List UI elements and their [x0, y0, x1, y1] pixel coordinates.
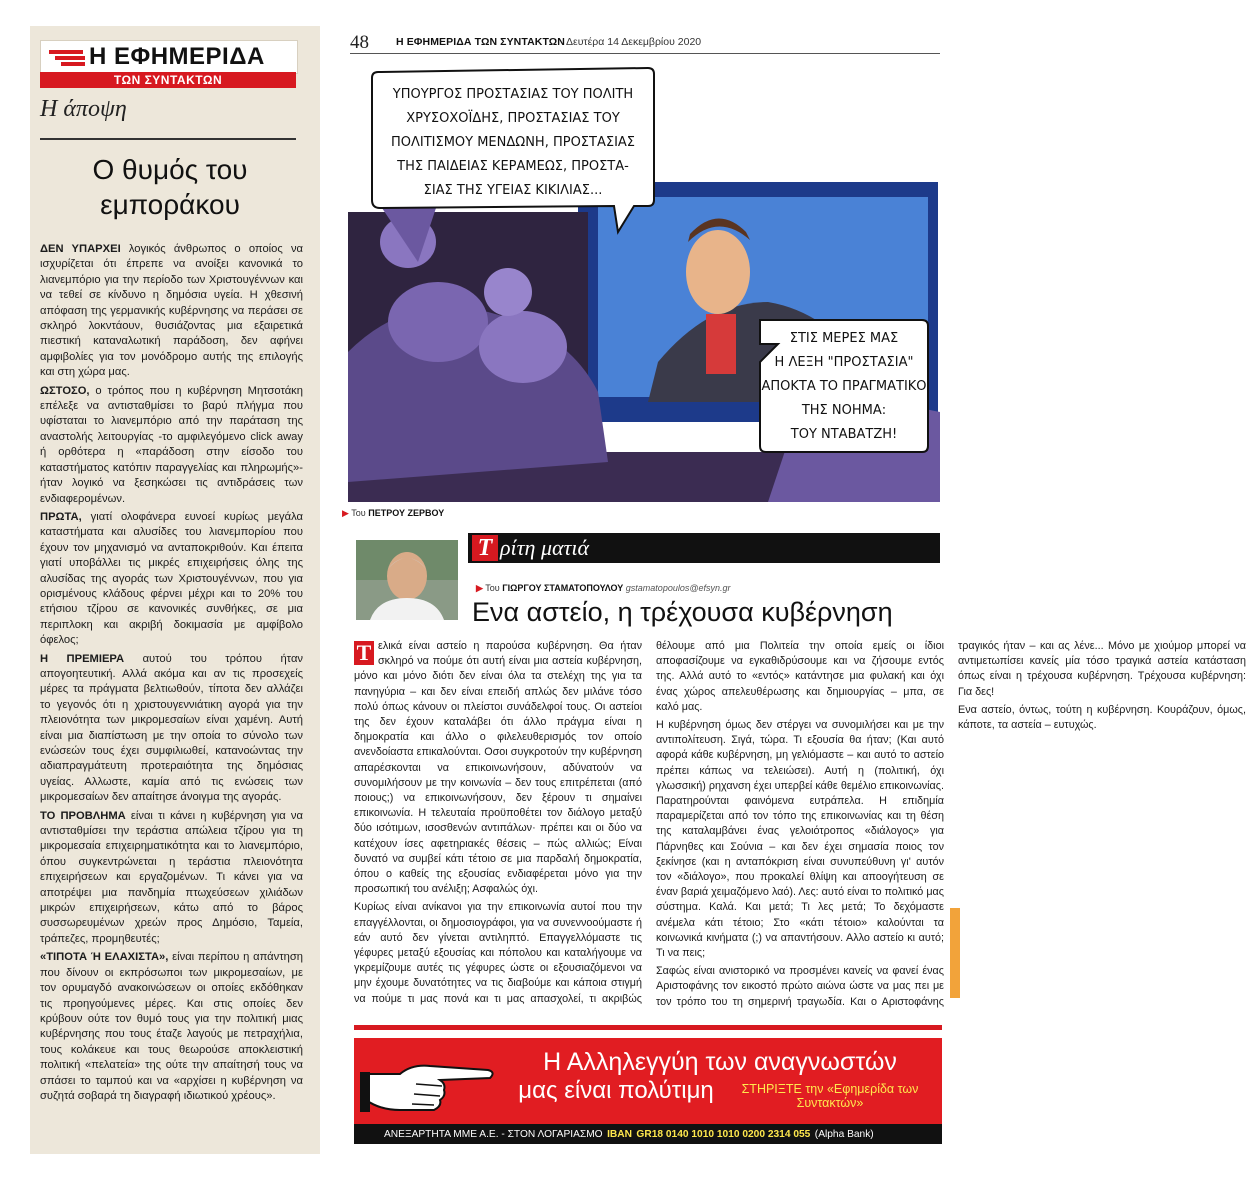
cartoon-credit-author: ΠΕΤΡΟΥ ΖΕΡΒΟΥ	[368, 508, 445, 518]
presenter-head	[686, 230, 750, 314]
logo-banner	[40, 40, 298, 74]
paragraph-lead: «ΤΙΠΟΤΑ Ή ΕΛΑΧΙΣΤΑ»,	[40, 951, 169, 964]
opinion-paragraph	[40, 242, 303, 381]
opinion-paragraph	[40, 384, 303, 507]
header-paper-name: Η ΕΦΗΜΕΡΙΔΑ ΤΩΝ ΣΥΝΤΑΚΤΩΝ	[396, 36, 565, 48]
opinion-body	[40, 242, 303, 1107]
ad-slogan: ΣΤΗΡΙΞΤΕ την «Εφημερίδα των Συντακτών»	[741, 1082, 919, 1110]
column-paragraph	[354, 639, 642, 897]
column-headline: Ενα αστείο, η τρέχουσα κυβέρνηση	[472, 597, 893, 627]
bubble1-line5: ΣΙΑΣ ΤΗΣ ΥΓΕΙΑΣ ΚΙΚΙΛΙΑΣ...	[423, 183, 603, 198]
column-title-rest: ρίτη ματιά	[500, 535, 590, 560]
paragraph-text: είναι περίπου η απάντηση που δίνουν οι εκπρόσωποι των μικρομεσαίων, με τον ορυμαγδό ανακοινώσεων οι οποίες εκδόθηκαν τις προηγούμενες μέρες. Και στις οποίες δεν κρύβουν ούτε τον θυμό τους για την πολιτική μιας κυβέρνησης που τους έταζε λαγούς με πετραχήλια, τους κολάκευε και τους θεωρούσε αποκλειστική πολιτική «πελατεία» της ούτε την απαίτησή τους να σπάσει το ταμπού και να «αρχίσει η κυβέρνηση να συζητά σοβαρά τη διαγραφή ιδιωτικού χρέους».	[40, 951, 303, 1102]
ad-bank-details	[354, 1124, 942, 1144]
viewer-figure-1	[388, 282, 488, 362]
ad-bank-name: (Alpha Bank)	[814, 1129, 874, 1140]
column-byline: ▶ Του ΓΙΩΡΓΟΥ ΣΤΑΜΑΤΟΠΟΥΛΟΥ gstamatopoulos@efsyn.gr	[476, 583, 731, 593]
column-paragraph: Σαφώς είναι ανιστορικό να προσμένει κανείς να φανεί ένας Αριστοφάνης τον εικοστό πρώτο αιώνα ώστε να μας πει με τον τρόπο του τη σημερινή τραγωδία. Και ο Αριστοφάνης τραγικός ήταν – και ας λένε... Μόνο με χιούμορ μπορεί να αντιμετωπίσει κανείς μία τόσο τραγικά αστεία κατάσταση όπως είναι η τρέχουσα κυβέρνηση. Τρέχουσα κυβέρνηση: Για δες!	[656, 640, 1246, 1008]
paragraph-text: είναι τι κάνει η κυβέρνηση για να αντισταθμίσει την τεράστια απώλεια τζίρου για τη μικρομεσαία επιχειρηματικότητα και το λιανεμπόριο, όπου συγκεντρώνεται η τεράστια πλειονότητα επιχειρήσεων και εργαζομένων. Τι κάνει για να αποτρέψει μια πανδημία πτωχεύσεων χιλιάδων μικρών επιχειρήσεων, κάτω από το βάρος συσσωρευμένων χρεών προς Δημόσιο, Ταμεία, τράπεζες, προμηθευτές;	[40, 809, 303, 945]
logo-speed-lines-icon	[45, 42, 89, 72]
ad-iban-label: IBAN	[607, 1129, 632, 1140]
byline-author: ΓΙΩΡΓΟΥ ΣΤΑΜΑΤΟΠΟΥΛΟΥ	[502, 583, 624, 593]
pointing-hand-icon	[360, 1044, 500, 1122]
bubble1-line4: ΤΗΣ ΠΑΙΔΕΙΑΣ ΚΕΡΑΜΕΩΣ, ΠΡΟΣΤΑ-	[397, 159, 629, 174]
paragraph-lead: ΩΣΤΟΣΟ,	[40, 384, 90, 397]
column-paragraph: Η κυβέρνηση όμως δεν στέργει να συνομιλήσει και με την αντιπολίτευση. Σιγά, τώρα. Τι εξουσία θα ήταν; (Και αυτό αφορά κάθε κυβέρνηση, μη γελιόμαστε – και αυτό το αστείο πρέπει κάπως να τελειώσει). Αυτή η (πολιτική, όχι γλωσσική) ρηχανση έχει υπερβεί κάθε θεμέλιο επικοινωνίας. Παρατηρούνται φαινόμενα ευτράπελα. Η επιδημία παραμερίζεται από τον τόπο της επικοινωνίας και τη θέση της καταλαμβάνει ένας γελοιότροπος «διάλογος» για Πάρνηθες και Σούνια – και δεν έχει σημασία ποιος τον ξεκίνησε (και η ανταπόκριση είναι συνυπεύθυνη γι' αυτόν τον «διάλογο», που προκαλεί θλίψη και αποογήτευση σε έναν βαριά χειμαζόμενο λαό). Λες: αυτό είναι το πολιτικό μας σύστημα. Καλά. Και μετά; Τι λες μετά; Το δεχόμαστε ανέμελα κάτι τέτοιο; Στο «κάτι τέτοιο» καλούνται τα κοινωνικά κινήματα (;) να απαντήσουν. Αλλο αστείο κι αυτό; Τι να πεις;	[656, 719, 944, 960]
byline-email: gstamatopoulos@efsyn.gr	[625, 583, 731, 593]
paragraph-text: ο τρόπος που η κυβέρνηση Μητσοτάκη επέλεξε να αντισταθμίσει το βαρύ πλήγμα που υφίσταται το λιανεμπόριο από την παράταση της αναστολής λειτουργίας -το αμφιλεγόμενο click away ή ορθότερα η «παράδοση στην είσοδο του καταστήματος κατόπιν παραγγελίας και πληρωμής»- ήταν λογικό να ξεσηκώσει τις αντιδράσεις των ενδιαφερομένων.	[40, 384, 303, 505]
cartoon-credit: ▶ Του ΠΕΤΡΟΥ ΖΕΡΒΟΥ	[342, 508, 445, 518]
column-title-initial: Τ	[472, 535, 498, 561]
logo-title: Η ΕΦΗΜΕΡΙΔΑ	[89, 43, 265, 70]
ad-title: Η Αλληλεγγύη των αναγνωστών	[543, 1048, 897, 1076]
bubble2-line1: ΣΤΙΣ ΜΕΡΕΣ ΜΑΣ	[789, 331, 899, 346]
opinion-paragraph	[40, 652, 303, 806]
page-edge-tab	[950, 908, 960, 998]
presenter-tie	[706, 314, 736, 374]
bubble2-line2: Η ΛΕΞΗ "ΠΡΟΣΤΑΣΙΑ"	[774, 355, 914, 370]
viewer-figure-2	[479, 311, 567, 383]
issue-date: Δευτέρα 14 Δεκεμβρίου 2020	[566, 36, 702, 48]
paragraph-lead: ΔΕΝ ΥΠΑΡΧΕΙ	[40, 243, 121, 255]
paragraph-lead: Η ΠΡΕΜΙΕΡΑ	[40, 652, 125, 665]
opinion-headline	[40, 152, 300, 222]
ad-iban-number: GR18 0140 1010 1010 0200 2314 055	[636, 1129, 811, 1140]
author-photo	[356, 540, 458, 620]
logo-subtitle: ΤΩΝ ΣΥΝΤΑΚΤΩΝ	[40, 72, 296, 88]
column-title-band	[468, 533, 940, 563]
opinion-headline-line1: Ο θυμός του	[92, 154, 248, 185]
bubble2-line4: ΤΗΣ ΝΟΗΜΑ:	[801, 403, 887, 418]
section-title: Η άποψη	[40, 96, 127, 122]
byline-prefix: Του	[485, 583, 500, 593]
paragraph-lead: ΠΡΩΤΑ,	[40, 510, 82, 523]
opinion-paragraph	[40, 950, 303, 1104]
opinion-paragraph	[40, 809, 303, 948]
section-divider	[40, 138, 296, 140]
header-rule	[350, 53, 940, 54]
column-body	[354, 639, 1246, 1011]
paragraph-lead: ΤΟ ΠΡΟΒΛΗΜΑ	[40, 809, 126, 822]
opinion-headline-line2: εμποράκου	[100, 189, 240, 220]
bubble1-line3: ΠΟΛΙΤΙΣΜΟΥ ΜΕΝΔΩΝΗ, ΠΡΟΣΤΑΣΙΑΣ	[390, 135, 636, 150]
drop-cap: Τ	[354, 641, 374, 665]
ad-top-rule	[354, 1025, 942, 1030]
solidarity-ad[interactable]	[354, 1038, 942, 1144]
bubble1-line2: ΧΡΥΣΟΧΟΪΔΗΣ, ΠΡΟΣΤΑΣΙΑΣ ΤΟΥ	[406, 111, 620, 126]
paragraph-text: γιατί ολοφάνερα ευνοεί κυρίως μεγάλα καταστήματα και αλυσίδες του λιανεμπορίου που έχουν τον μηχανισμό να ανταποκριθούν. Και έπειτα γιατί υποβάλλει τις μικρές επιχειρήσεις όλης της αλυσίδας της αγοράς των Χριστουγέννων, που για ορισμένους κλάδους φέρνει μέχρι και το 20% του ετήσιου τζίρου σε κανονικές συνθήκες, σε μια περιπλοκη και ακριβή δοκιμασία με αμφίβολο όφελος;	[40, 510, 303, 647]
page-number: 48	[350, 32, 369, 53]
opinion-paragraph	[40, 510, 303, 649]
bubble2-line5: ΤΟΥ ΝΤΑΒΑΤΖΗ!	[790, 427, 898, 442]
paragraph-text: ελικά είναι αστείο η παρούσα κυβέρνηση. Θα ήταν σκληρό να πούμε ότι αυτή είναι μια αστεία κυβέρνηση, μόνο και μόνο διότι δεν είναι όλα τα στελέχη της για τα πανηγύρια – και δεν είναι επειδή απλώς δεν μιλάνε τόσο πολύ όπως κάνουν οι πλείστοι συνάδελφοί τους. Οι αστείοι της δεν έχουν καταλάβει ότι άλλο πράγμα είναι η δημοκρατία και άλλο ο φιλελευθερισμός τον οποίο ανενδοίαστα επικαλούνται. Οσοι συγκροτούν την κυβέρνηση απαρέσκονται να επικοινωνήσουν, αδύνατούν να συνομιλήσουν με την κοινωνία – δεν τους επιτρέπεται (από ποιους;) να επικοινωνήσουν, δεν ξέρουν τι σημαίνει επικοινωνία. Η τελευταία προϋποθέτει τον διάλογο μεταξύ δύο ισότιμων, ισοσθενών αντιπάλων· πρέπει και οι δύο να κατέχουν ίσες αφετηριακές θέσεις – πώς αλλιώς; Είναι δυνατό να συμβεί κάτι τέτοιο σε μια παρδαλή δημοκρατία, όπου ο καθείς της εξουσίας ενδιαφέρεται μόνο για την προσωπική του ανέλιξη; Ασφαλώς όχι.	[354, 640, 642, 896]
ad-footer-text: ΑΝΕΞΑΡΤΗΤΑ ΜΜΕ Α.Ε. - ΣΤΟΝ ΛΟΓΑΡΙΑΣΜΟ	[384, 1129, 603, 1140]
paragraph-text: αυτού του τρόπου ήταν απογοητευτική. Αλλά ακόμα και αν τις προσεχείς μέρες τα πράγματα βελτιωθούν, τίποτα δεν αλλάζει το γεγονός ότι η χριστουγεννιάτικη αγορά για την πλειονότητα των μικρομεσαίων είναι χαμένη. Αυτή είναι μια διαπίστωση με την οποία το σύνολο των ενώσεών τους έχει συμφιλιωθεί, κατανοώντας την αδιαπραγμάτευτη προτεραιότητα της δημόσιας υγείας. Αλλωστε, καμία από τις ενώσεις των μικρομεσαίων δεν απαίτησε άνοιγμα της αγοράς.	[40, 652, 304, 804]
bubble1-line1: ΥΠΟΥΡΓΟΣ ΠΡΟΣΤΑΣΙΑΣ ΤΟΥ ΠΟΛΙΤΗ	[392, 87, 634, 102]
cartoon-credit-prefix: Του	[351, 508, 366, 518]
viewer-head-2	[484, 268, 532, 316]
bubble2-line3: ΑΠΟΚΤΑ ΤΟ ΠΡΑΓΜΑΤΙΚΟ	[761, 379, 927, 394]
newspaper-logo	[40, 40, 296, 86]
political-cartoon	[348, 62, 940, 502]
column-paragraph: Ενα αστείο, όντως, τούτη η κυβέρνηση. Κουράζουν, όμως, κάποτε, τα αστεία – ευτυχώς.	[958, 703, 1246, 732]
paragraph-text: λογικός άνθρωπος ο οποίος να ισχυρίζεται ότι έπρεπε να ανοίξει κανονικά το λιανεμπόριο για την περίοδο των Χριστουγέννων και να τεθεί σε κίνδυνο η δημόσια υγεία. Η χθεσινή απόφαση της γερμανικής κυβέρνησης να περάσει σε σκληρό λοκντάουν, θυσιάζοντας μια εξαιρετικά πιεστική καταναλωτική παράδοση, δεν αφήνει αμφιβολίες για τον μονόδρομο αυτής της επιλογής και στη χώρα μας.	[40, 243, 304, 379]
column-paragraph: Κυρίως είναι ανίκανοι για την επικοινωνία αυτοί που την επαγγέλλονται, οι δημοσιογράφοι, για να συνεννοούμαστε ή εάν αυτό δεν γίνεται αντιληπτό. Επαγγελλόμαστε τις γέφυρες μεταξύ εξουσίας και πόπολου και καταλήγουμε να γκρεμίζουμε αυτές τις γέφυρες ώστε οι εξουσιαζόμενοι να μην έχουμε δυνατότητες να τις διαβούμε και κάποια στιγμή να πούμε τι μας πονά και τι μας απασχολεί, τι ακριβώς θέλουμε από μια Πολιτεία την οποία εμείς οι ίδιοι αποφασίζουμε να εγκαθιδρύσουμε και να ζήσουμε εντός της. Αλλά αυτό το «εντός» κατάντησε μια φυλακή και όχι ένας χώρος απελευθέρωσης και δημιουργίας – μπα, σε καλό μας.	[354, 640, 944, 1005]
ad-subtitle: μας είναι πολύτιμη	[518, 1077, 714, 1104]
